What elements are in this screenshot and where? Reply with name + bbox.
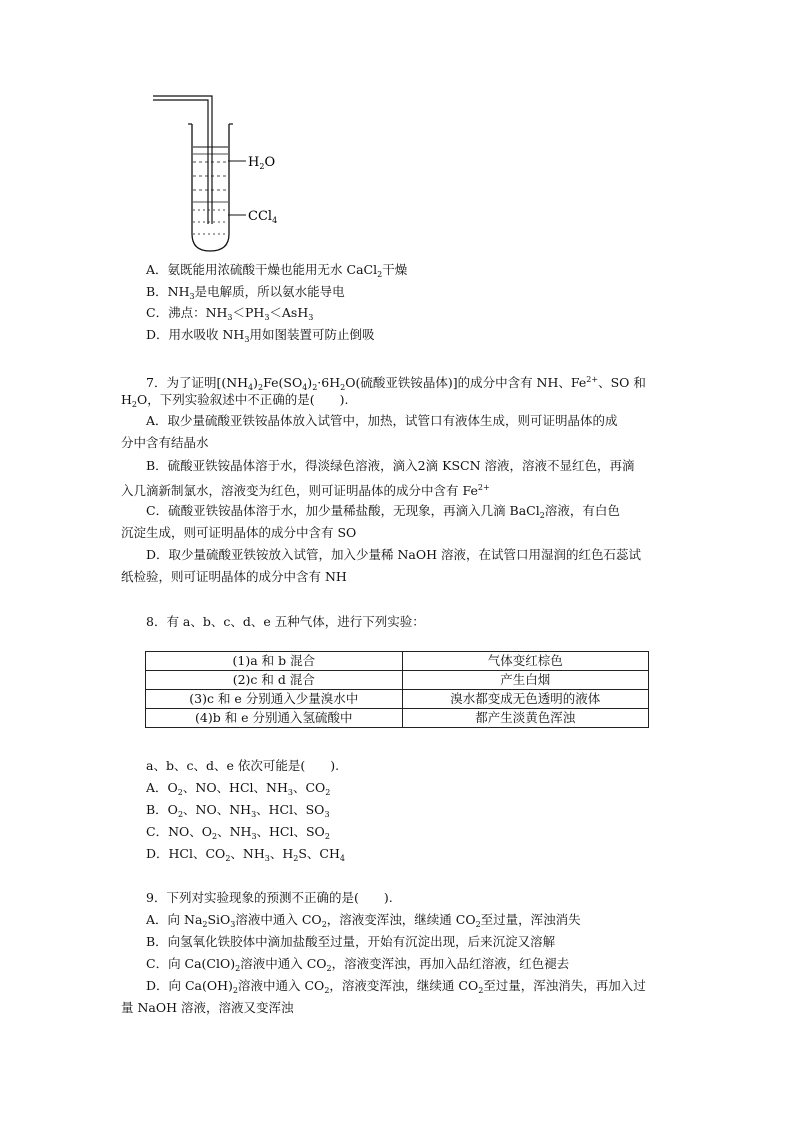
table-cell: 产生白烟 <box>402 671 648 690</box>
table-cell: (2)c 和 d 混合 <box>146 671 403 690</box>
q6-option-a: A．氨既能用浓硫酸干燥也能用无水 CaCl$_2$干燥 <box>146 262 408 279</box>
table-cell: 气体变红棕色 <box>402 652 648 671</box>
q7-option-c-line1: C．硫酸亚铁铵晶体溶于水，加少量稀盐酸，无现象，再滴入几滴 BaCl$_2$溶液，有白色 <box>146 503 620 520</box>
table-row <box>146 652 649 671</box>
ccl4-label: CCl$_4$ <box>248 209 278 225</box>
water-label: $H_2O$ <box>248 155 276 171</box>
table-row <box>146 671 649 690</box>
q6-option-c: C．沸点：$NH_3<PH_3<AsH_3$ <box>146 305 314 322</box>
q9-option-d-line1: D．向 $Ca(OH)_2$溶液中通入 $CO_2$，溶液变浑浊，继续通 $CO_2$至过量，浑浊消失，再加入过 <box>146 978 646 995</box>
q9-option-d-line2: 量 NaOH 溶液，溶液又变浑浊 <box>121 1000 294 1015</box>
q8-stem: 8．有 a、b、c、d、e 五种气体，进行下列实验： <box>146 614 425 629</box>
q6-option-d: D．用水吸收 $NH_3$用如图装置可防止倒吸 <box>146 327 375 344</box>
table-cell: (3)c 和 e 分别通入少量溴水中 <box>146 690 403 709</box>
test-tube-diagram <box>150 94 290 254</box>
q7-stem-line2: $H_2O$，下列实验叙述中不正确的是( ). <box>121 392 349 409</box>
q7-stem-line1: 7．为了证明[$(NH_4)_2Fe(SO_4)_2\cdot 6H_2O$(硫酸亚铁铵晶体)]的成分中含有 NH、$Fe^{2+}$、SO 和 <box>146 375 646 392</box>
q9-option-c: C．向 $Ca(ClO)_2$溶液中通入 $CO_2$，溶液变浑浊，再加入品红溶液，红色褪去 <box>146 956 570 973</box>
q7-option-a-line1: A．取少量硫酸亚铁铵晶体放入试管中，加热，试管口有液体生成，则可证明晶体的成 <box>146 413 618 428</box>
q7-option-c-line2: 沉淀生成，则可证明晶体的成分中含有 SO <box>121 525 357 540</box>
q8-experiment-table <box>145 651 649 728</box>
table-cell: 都产生淡黄色浑浊 <box>402 709 648 728</box>
q8-option-d: D．HCl、$CO_2$、$NH_3$、$H_2S$、$CH_4$ <box>146 846 345 863</box>
q7-option-d-line2: 纸检验，则可证明晶体的成分中含有 NH <box>121 569 347 584</box>
q8-option-c: C．NO、$O_2$、$NH_3$、HCl、$SO_2$ <box>146 824 330 841</box>
q9-option-a: A．向 $Na_2SiO_3$溶液中通入 $CO_2$，溶液变浑浊，继续通 $CO_2$至过量，浑浊消失 <box>146 912 581 929</box>
table-row <box>146 690 649 709</box>
q9-option-b: B．向氢氧化铁胶体中滴加盐酸至过量，开始有沉淀出现，后来沉淀又溶解 <box>146 934 556 949</box>
q7-option-a-line2: 分中含有结晶水 <box>121 435 209 450</box>
table-cell: (4)b 和 e 分别通入氢硫酸中 <box>146 709 403 728</box>
q9-stem: 9．下列对实验现象的预测不正确的是( ). <box>146 890 393 905</box>
q6-option-b: B．$NH_3$是电解质，所以氨水能导电 <box>146 284 345 301</box>
q8-option-a: A．$O_2$、NO、HCl、$NH_3$、$CO_2$ <box>146 780 331 797</box>
q8-option-b: B．$O_2$、NO、$NH_3$、HCl、$SO_3$ <box>146 802 330 819</box>
table-row <box>146 709 649 728</box>
q7-option-b-line2: 入几滴新制氯水，溶液变为红色，则可证明晶体的成分中含有 $Fe^{2+}$ <box>121 483 490 498</box>
q7-option-b-line1: B．硫酸亚铁铵晶体溶于水，得淡绿色溶液，滴入2滴 KSCN 溶液，溶液不显红色，再滴 <box>146 458 635 473</box>
table-cell: 溴水都变成无色透明的液体 <box>402 690 648 709</box>
q8-question: a、b、c、d、e 依次可能是( ). <box>146 758 340 773</box>
table-cell: (1)a 和 b 混合 <box>146 652 403 671</box>
apparatus-figure <box>150 94 290 254</box>
q7-option-d-line1: D．取少量硫酸亚铁铵放入试管，加入少量稀 NaOH 溶液，在试管口用湿润的红色石蕊试 <box>146 547 642 562</box>
